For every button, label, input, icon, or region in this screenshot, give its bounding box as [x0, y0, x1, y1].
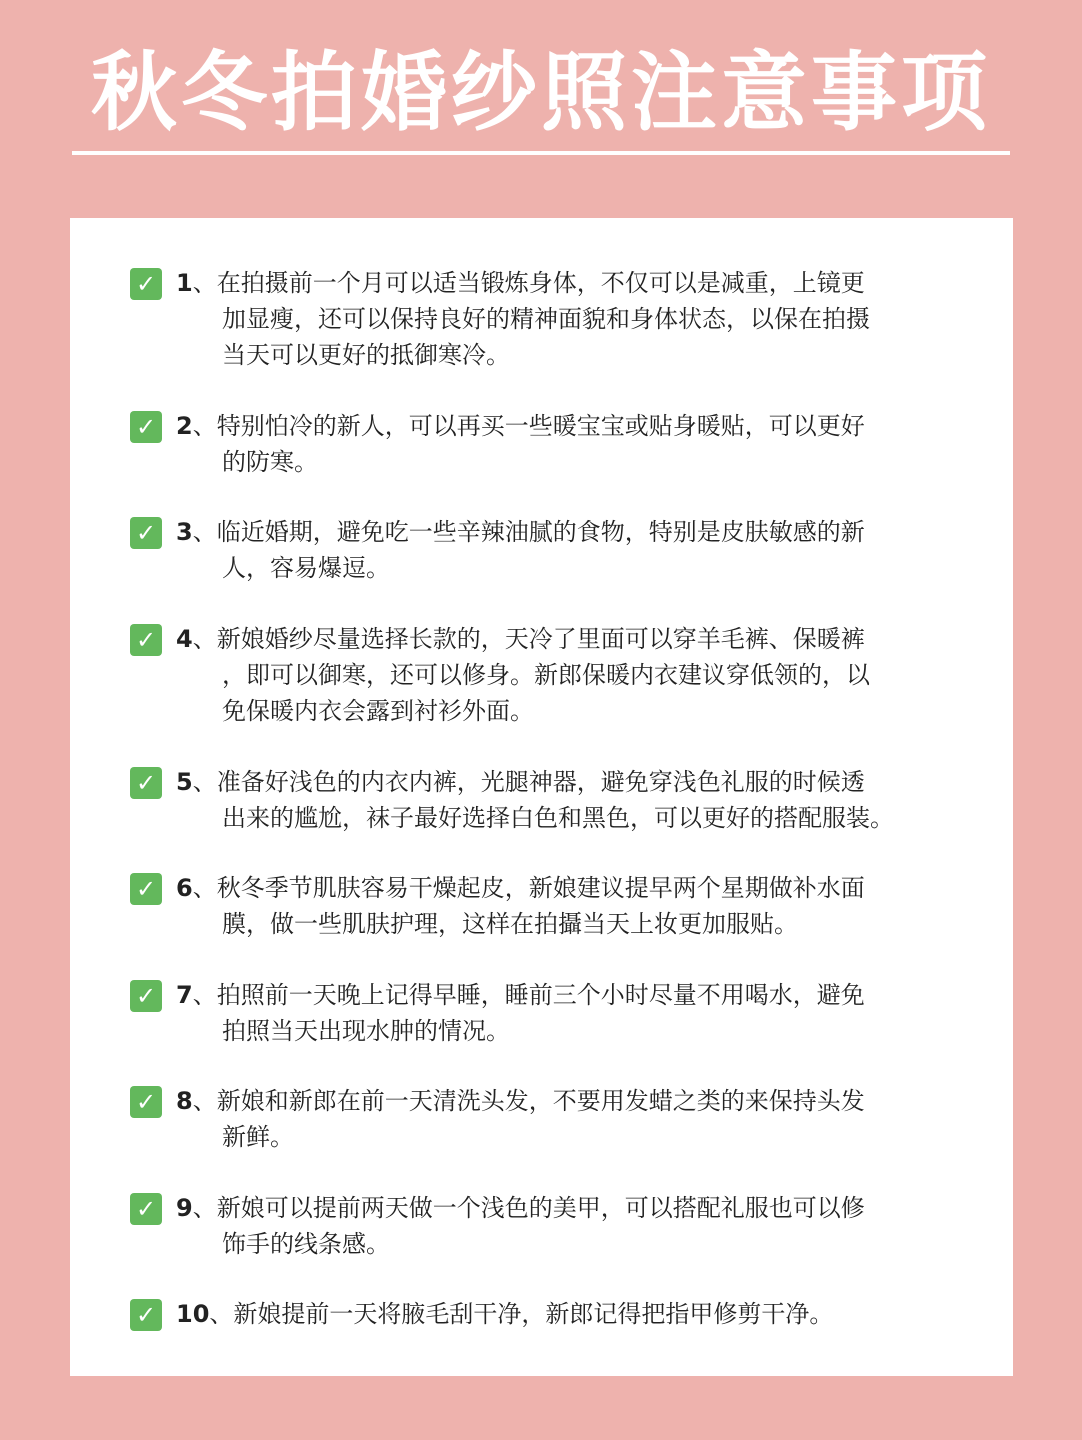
check-mark-icon: ✓	[130, 1299, 162, 1331]
tip-text-line: 出来的尴尬，袜子最好选择白色和黑色，可以更好的搭配服装。	[222, 804, 894, 832]
tip-text-line: 人，容易爆逗。	[222, 554, 390, 582]
tip-text-line: 饰手的线条感。	[222, 1230, 390, 1258]
tip-text-line	[176, 977, 865, 1013]
tip-separator: 、	[192, 981, 217, 1009]
tip-number: 6	[176, 874, 193, 902]
tip-number: 10	[176, 1300, 210, 1328]
tip-number: 4	[176, 625, 193, 653]
check-mark-icon: ✓	[130, 1086, 162, 1118]
tip-text: 特别怕冷的新人，可以再买一些暖宝宝或贴身暖贴，可以更好	[216, 412, 865, 440]
tip-text-line: 当天可以更好的抵御寒冷。	[222, 341, 510, 369]
tip-number: 7	[176, 981, 193, 1009]
tip-text: 新娘可以提前两天做一个浅色的美甲，可以搭配礼服也可以修	[216, 1194, 865, 1222]
tip-text-line	[176, 621, 865, 657]
tip-text-line: 拍照当天出现水肿的情况。	[222, 1017, 510, 1045]
tip-text-line	[176, 1190, 865, 1226]
tip-separator: 、	[192, 1087, 217, 1115]
tip-text-line: 免保暖内衣会露到衬衫外面。	[222, 697, 534, 725]
tip-separator: 、	[192, 1194, 217, 1222]
tip-separator: 、	[192, 625, 217, 653]
check-mark-icon: ✓	[130, 873, 162, 905]
tip-separator: 、	[209, 1300, 234, 1328]
check-mark-icon: ✓	[130, 1193, 162, 1225]
tip-text-line	[176, 1083, 865, 1119]
tip-number: 1	[176, 269, 193, 297]
title-underline	[72, 151, 1010, 155]
tip-number: 5	[176, 768, 193, 796]
tip-text: 新娘婚纱尽量选择长款的，天冷了里面可以穿羊毛裤、保暖裤	[216, 625, 865, 653]
tip-text-line: 的防寒。	[222, 448, 318, 476]
tip-text-line: ，即可以御寒，还可以修身。新郎保暖内衣建议穿低领的，以	[222, 661, 870, 689]
tip-text-line	[176, 514, 865, 550]
tip-text: 新娘提前一天将腋毛刮干净，新郎记得把指甲修剪干净。	[233, 1300, 834, 1328]
check-mark-icon: ✓	[130, 411, 162, 443]
tip-text-line: 膜，做一些肌肤护理，这样在拍攝当天上妆更加服贴。	[222, 910, 798, 938]
tip-separator: 、	[192, 412, 217, 440]
tip-number: 3	[176, 518, 193, 546]
tip-text-line: 新鲜。	[222, 1123, 294, 1151]
page-title: 秋冬拍婚纱照注意事项	[91, 43, 991, 143]
tip-text: 在拍摄前一个月可以适当锻炼身体，不仅可以是减重，上镜更	[216, 269, 865, 297]
tip-text-line	[176, 265, 865, 301]
tip-text: 秋冬季节肌肤容易干燥起皮，新娘建议提早两个星期做补水面	[216, 874, 865, 902]
tip-number: 2	[176, 412, 193, 440]
tip-text: 临近婚期，避免吃一些辛辣油腻的食物，特别是皮肤敏感的新	[216, 518, 865, 546]
check-mark-icon: ✓	[130, 517, 162, 549]
tip-separator: 、	[192, 874, 217, 902]
check-mark-icon: ✓	[130, 767, 162, 799]
tip-separator: 、	[192, 768, 217, 796]
tip-text: 新娘和新郎在前一天清洗头发，不要用发蜡之类的来保持头发	[216, 1087, 865, 1115]
tip-number: 8	[176, 1087, 193, 1115]
tip-text-line: 加显瘦，还可以保持良好的精神面貌和身体状态，以保在拍摄	[222, 305, 870, 333]
tip-text: 拍照前一天晚上记得早睡，睡前三个小时尽量不用喝水，避免	[216, 981, 865, 1009]
tip-text-line	[176, 408, 865, 444]
tip-number: 9	[176, 1194, 193, 1222]
tip-text-line	[176, 870, 865, 906]
tip-text-line	[176, 1296, 833, 1332]
check-mark-icon: ✓	[130, 980, 162, 1012]
check-mark-icon: ✓	[130, 624, 162, 656]
tip-separator: 、	[192, 269, 217, 297]
check-mark-icon: ✓	[130, 268, 162, 300]
tip-text: 准备好浅色的内衣内裤，光腿神器，避免穿浅色礼服的时候透	[216, 768, 865, 796]
tip-text-line	[176, 764, 865, 800]
tip-separator: 、	[192, 518, 217, 546]
